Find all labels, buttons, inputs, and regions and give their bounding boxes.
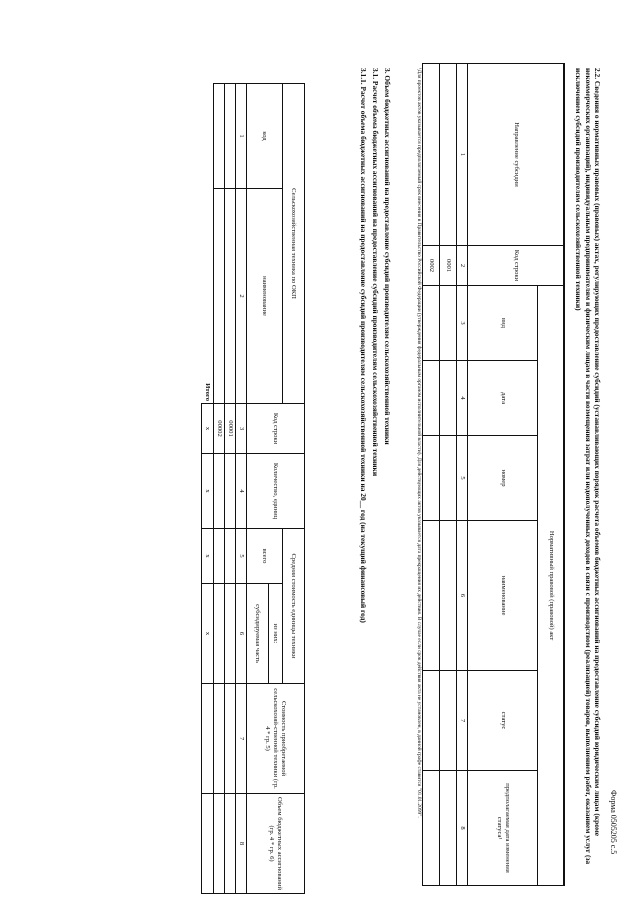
okp-code-cell	[225, 84, 236, 189]
row-code-cell: 00002	[214, 404, 225, 454]
col-num: 7	[236, 684, 247, 794]
header-code: код	[247, 84, 283, 189]
direction-cell	[440, 64, 457, 246]
section-3-1-heading: 3.1. Расчет объема бюджетных ассигнований на предоставление субсидий производителям сельскохозяйственной техники	[371, 68, 380, 477]
budget-total-cell	[202, 794, 214, 894]
header-name: наименование	[247, 189, 283, 404]
total-cell	[214, 529, 225, 584]
col-num: 7	[457, 671, 468, 771]
status-cell	[440, 671, 457, 771]
header-status-change: предполагаемая дата изменения статуса¹	[468, 771, 538, 886]
budget-cell	[225, 794, 236, 894]
name-cell	[423, 521, 440, 671]
total-label: Итого	[204, 383, 212, 402]
status-change-cell	[423, 771, 440, 886]
footnote: ¹Для проектов актов указывается предполагаемый срок внесения в Правительство Российской Федерации (утверждения федеральным органом исполнительной власти). Для действующих актов указывается дата прекращения их действия. В случае если срок действия акта не установлен, в данной графе ставится "01.01.2099".	[416, 68, 422, 818]
header-subsidized: субсидируемая часть	[247, 584, 269, 684]
okp-name-cell	[214, 189, 225, 404]
col-num: 8	[457, 771, 468, 886]
x-mark: x	[202, 454, 214, 529]
number-cell	[440, 436, 457, 521]
number-cell	[423, 436, 440, 521]
table-row	[440, 64, 457, 886]
col-num: 5	[236, 529, 247, 584]
header-purchase-cost: Стоимость приобретаемой сельскохозяй-ственной техники (гр. 4 * гр. 5)	[247, 684, 305, 794]
regulatory-acts-table	[423, 63, 566, 886]
subsidized-cell	[225, 584, 236, 684]
form-number: Форма 0505205 с.5	[609, 790, 618, 855]
purchase-total-cell	[202, 684, 214, 794]
purchase-cost-cell	[225, 684, 236, 794]
col-num: 2	[236, 189, 247, 404]
header-quantity: Количество, единиц	[247, 454, 305, 529]
type-cell	[440, 286, 457, 361]
status-cell	[423, 671, 440, 771]
header-number: номер	[468, 436, 538, 521]
col-num: 3	[457, 286, 468, 361]
header-act-group: Нормативный правовой (правовой) акт	[538, 286, 564, 886]
x-mark: x	[202, 404, 214, 454]
row-code-cell: 0002	[423, 246, 440, 286]
col-num: 8	[236, 794, 247, 894]
type-cell	[423, 286, 440, 361]
x-mark: x	[202, 584, 214, 684]
header-tech-okp: Сельскохозяйственная техника по ОКП	[283, 84, 305, 404]
direction-cell	[423, 64, 440, 246]
column-number-row	[236, 84, 247, 894]
total-row	[202, 84, 214, 894]
okp-name-cell	[225, 189, 236, 404]
purchase-cost-cell	[214, 684, 225, 794]
col-num: 6	[457, 521, 468, 671]
header-of-which: из них:	[269, 584, 283, 684]
col-num: 3	[236, 404, 247, 454]
col-num: 5	[457, 436, 468, 521]
table-row	[225, 84, 236, 894]
row-code-cell: 00001	[225, 404, 236, 454]
quantity-cell	[225, 454, 236, 529]
name-cell	[440, 521, 457, 671]
col-num: 2	[457, 246, 468, 286]
tech-subsidy-table	[201, 83, 305, 894]
header-direction: Направление субсидии	[468, 64, 564, 246]
header-type: вид	[468, 286, 538, 361]
table-row	[423, 64, 440, 886]
header-total: всего	[247, 529, 283, 584]
okp-code-cell	[214, 84, 225, 189]
header-date: дата	[468, 361, 538, 436]
header-budget: Объем бюджетных ассигнований (гр. 4 * гр. 6)	[247, 794, 305, 894]
col-num: 4	[457, 361, 468, 436]
subsidized-cell	[214, 584, 225, 684]
header-row-code: Код строки	[468, 246, 564, 286]
col-num: 1	[457, 64, 468, 246]
x-mark: x	[202, 529, 214, 584]
col-num: 6	[236, 584, 247, 684]
section-2-2-heading: 2.2. Сведения о нормативных правовых (правовых) актах, регулирующих предоставление субсидий (устанавливающих порядок расчета объемов бюджетных ассигнований на предоставление субсидий юридическим лицам (кроме некоммерческих организаций), индивидуальным предпринимателям и физическим лицам в части возмещения затрат или недополученных доходов в связи с производством (реализацией) товаров, выполнением работ, оказанием услуг (за исключением субсидий производителям сельскохозяйственной техники)	[574, 68, 602, 865]
budget-cell	[214, 794, 225, 894]
date-cell	[423, 361, 440, 436]
column-number-row	[457, 64, 468, 886]
section-3-heading: 3. Объем бюджетных ассигнований на предоставление субсидий производителям сельскохозяйственной техники	[383, 68, 392, 445]
status-change-cell	[440, 771, 457, 886]
quantity-cell	[214, 454, 225, 529]
header-row-code: Код строки	[247, 404, 305, 454]
total-cell	[225, 529, 236, 584]
date-cell	[440, 361, 457, 436]
header-status: статус	[468, 671, 538, 771]
col-num: 1	[236, 84, 247, 189]
row-code-cell: 0001	[440, 246, 457, 286]
header-name: наименование	[468, 521, 538, 671]
table-row	[214, 84, 225, 894]
section-3-1-1-heading: 3.1.1. Расчет объема бюджетных ассигнований на предоставление субсидий производителям сельскохозяйственной техники на 20__ год (на текущий финансовый год)	[359, 68, 368, 623]
header-avg-cost: Средняя стоимость единицы техники	[283, 529, 305, 684]
col-num: 4	[236, 454, 247, 529]
